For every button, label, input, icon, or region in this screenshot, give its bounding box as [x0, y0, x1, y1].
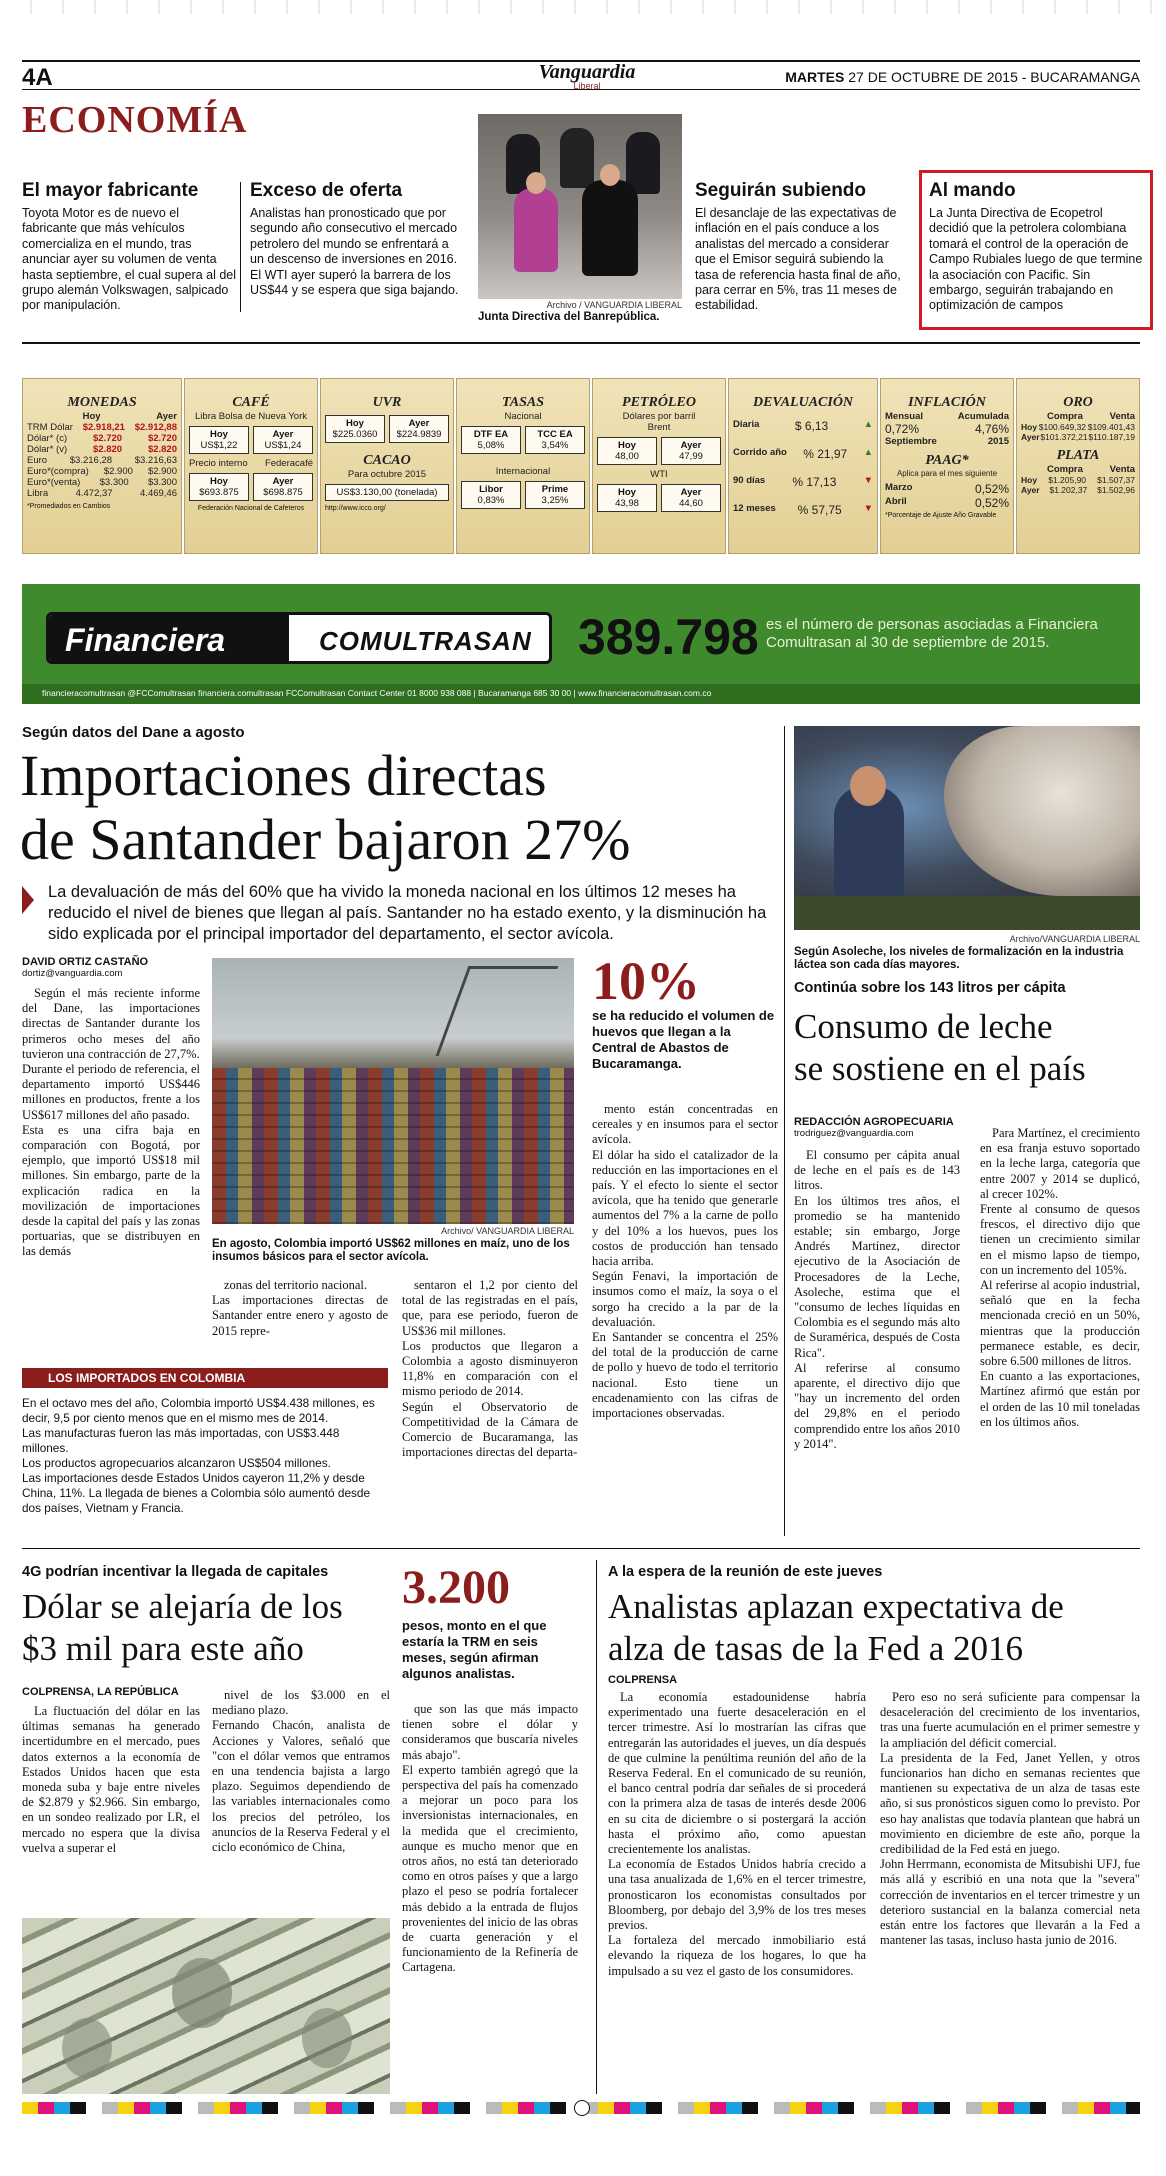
- row-label: Ayer: [1021, 485, 1040, 495]
- row-label: Corrido año: [733, 447, 787, 458]
- brief: [929, 180, 1143, 314]
- markets-box: US$3.130,00 (tonelada): [325, 484, 449, 501]
- markets-box: [661, 484, 721, 512]
- masthead: [22, 60, 1140, 90]
- row-label: 90 días: [733, 475, 766, 486]
- down-arrow-icon: ▼: [863, 475, 873, 486]
- lead-col: mento están concentradas en cereales y en insumos para el sector avícola. El dólar ha sido el catalizador de la reducción en las importaciones en el país. Y el efecto lo siente el sector avícola, que ha tenido que generarle aumentos del 7% a la carne de pollo y del 10% a los huevos, pues los costos de producción han tensado hacia arriba. Según Fenavi, la importación de insumos como el maíz, la soya o el sorgo ha crecido a la par de la devaluación. En Santander se concentra el 25% del total de la producción de carne de pollo y huevo de todo el territorio nacional. Esto tiene un encadenamiento con las cifras de importaciones observadas.: [592, 1102, 778, 1421]
- col-label: Hoy: [618, 440, 636, 451]
- markets-row: [1017, 475, 1139, 485]
- markets-box-row: [593, 480, 725, 516]
- row-label: Hoy: [1021, 475, 1038, 485]
- up-arrow-icon: ▲: [863, 447, 873, 458]
- markets-uvr: [320, 378, 454, 554]
- row-value: $1.502,96: [1097, 485, 1135, 495]
- col-label: TCC EA: [537, 429, 573, 440]
- col-label: Prime: [541, 484, 569, 495]
- markets-title: PLATA: [1056, 448, 1100, 463]
- lead-deck: La devaluación de más del 60% que ha vivido la moneda nacional en los últimos 12 meses ha reducido el nivel de bienes que llegan al país. Santander no ha estado exento, y la disminución ha sido explicada por el principal importador del departamento, el sector avícola.: [48, 883, 767, 943]
- milk-photo: [794, 726, 1140, 930]
- dollar-headline-line: $3 mil para este año: [22, 1629, 304, 1668]
- box-value: 47,99: [679, 451, 703, 462]
- markets-title: PETRÓLEO: [622, 395, 696, 410]
- row-value: $2.912,88: [134, 422, 177, 433]
- top-photo: [478, 114, 682, 299]
- box-title-text: LOS IMPORTADOS EN COLOMBIA: [48, 1371, 246, 1385]
- markets-title: UVR: [372, 395, 402, 410]
- ad-footer: financieracomultrasan @FCComultrasan financiera.comultrasan FCComultrasan Contact Center 01 8000 938 088 | Bucaramanga 685 30 00 | www.financieracomultrasan.com.co: [22, 684, 1140, 704]
- markets-row: [729, 419, 877, 433]
- column-divider: [596, 1560, 597, 2094]
- col-label: Ayer: [680, 440, 702, 451]
- col-label: Hoy: [618, 487, 636, 498]
- row-value: $3.216,28: [69, 455, 113, 466]
- brief: [250, 180, 464, 298]
- lead-col: sentaron el 1,2 por ciento del total de las registradas en el país, que, para ese periodo, fueron de US$36 mil millones. Los productos que llegaron a Colombia a agosto disminuyeron 11,8% en comparación con el mismo periodo de 2014. Según el Observatorio de Competitividad de la Cámara de Comercio de Bucaramanga, las importaciones directas del departa-: [402, 1278, 578, 1460]
- markets-title: PAAG*: [925, 453, 969, 468]
- col-label: DTF EA: [473, 429, 509, 440]
- markets-sub-row: [185, 458, 317, 469]
- section-title: ECONOMÍA: [22, 99, 248, 141]
- brief-title: Seguirán subiendo: [695, 180, 867, 201]
- fed-headline-line: Analistas aplazan expectativa de: [608, 1587, 1064, 1626]
- lead-byline: [22, 956, 212, 979]
- row-value: $3.300: [99, 477, 129, 488]
- row-value: 4,76%: [974, 422, 1009, 436]
- lead-photo: [212, 958, 574, 1224]
- lead-photo-credit: Archivo/ VANGUARDIA LIBERAL: [441, 1226, 574, 1236]
- markets-box: [525, 426, 585, 454]
- markets-box: [461, 481, 521, 509]
- markets-row: [23, 466, 181, 477]
- brief: [22, 180, 236, 314]
- row-value: 0,52%: [974, 496, 1009, 510]
- row-label: Ayer: [1021, 432, 1040, 442]
- row-value: 4.469,46: [140, 488, 177, 499]
- row-value: $ 6,13: [794, 419, 829, 433]
- markets-title: CACAO: [363, 453, 411, 468]
- row-value: $1.202,37: [1049, 485, 1088, 495]
- markets-box-row: [321, 411, 453, 447]
- markets-sub: Internacional: [495, 466, 551, 477]
- lead-headline-line: de Santander bajaron 27%: [20, 807, 631, 872]
- byline-name: DAVID ORTIZ CASTAÑO: [22, 956, 149, 968]
- col-label: Compra: [1047, 411, 1083, 422]
- markets-row: [881, 496, 1013, 510]
- box-value: 0,83%: [477, 495, 505, 506]
- markets-row: [729, 503, 877, 517]
- col-label: Ayer: [408, 418, 430, 429]
- date-text: 27 DE OCTUBRE DE 2015 - BUCARAMANGA: [848, 69, 1140, 85]
- milk-byline: [794, 1116, 974, 1139]
- brief-text: El desanclaje de las expectativas de inflación en el país conduce a los analistas del mercado a considerar que el Emisor seguirá subiendo la tasa de referencia hasta final de año, para cerrar en 5%, tras 11 meses de estabilidad.: [695, 206, 901, 313]
- box-value: 44,60: [679, 498, 703, 509]
- markets-box-row: [457, 477, 589, 513]
- col-label: Ayer: [272, 429, 294, 440]
- markets-box-row: [185, 422, 317, 458]
- row-label: Dólar* (v): [27, 444, 68, 455]
- markets-box-row: [185, 469, 317, 505]
- row-label: Federacafé: [264, 458, 313, 469]
- logo-sub: Liberal: [573, 81, 601, 91]
- section-divider: [22, 342, 1140, 344]
- markets-row: [881, 482, 1013, 496]
- row-value: $2.820: [93, 444, 123, 455]
- col-label: Venta: [1109, 464, 1135, 475]
- byline-email: dortiz@vanguardia.com: [22, 968, 123, 979]
- brief-title: El mayor fabricante: [22, 180, 199, 201]
- markets-row: [1017, 432, 1139, 442]
- lead-col: Según el más reciente informe del Dane, las importaciones directas de Santander durante los primeros ocho meses del año tuvieron una contracción de 27,7%. Durante el periodo de referencia, el departamento importó US$446 millones en productos, frente a los US$617 millones del año pasado. Esta es una cifra baja en comparación con Bogotá, por ejemplo, que importó US$18 mil millones. Sin embargo, parte de la explicación radica en la movilización de importaciones desde la capital del país y las zonas portuarias, que se distribuyen en las demás: [22, 986, 200, 1259]
- markets-box: [389, 415, 449, 443]
- dollar-kicker: 4G podrían incentivar la llegada de capitales: [22, 1564, 329, 1580]
- col-label: Ayer: [680, 487, 702, 498]
- lead-kicker: Según datos del Dane a agosto: [22, 724, 245, 741]
- markets-row: [1017, 422, 1139, 432]
- row-label: Marzo: [885, 482, 913, 493]
- box-value: US$1,22: [200, 440, 238, 451]
- markets-box: [325, 415, 385, 443]
- markets-title: CAFÉ: [232, 395, 270, 410]
- markets-row: [881, 411, 1013, 422]
- fed-headline: [608, 1586, 1144, 1670]
- lead-headline: [20, 744, 780, 872]
- col-label: Ayer: [156, 411, 177, 422]
- markets-sub: Dólares por barril: [622, 411, 696, 422]
- row-label: Precio interno: [189, 458, 248, 469]
- top-photo-caption: Junta Directiva del Banrepública.: [478, 311, 660, 323]
- markets-box: [189, 426, 249, 454]
- brief-text: Toyota Motor es de nuevo el fabricante que más vehículos comercializa en el mundo, tras anunciar ayer su volumen de venta hasta septiembre, el cual supera al del grupo alemán Volkswagen, salpicado por manipulación.: [22, 206, 237, 313]
- box-value: 3,25%: [541, 495, 569, 506]
- registration-mark-icon: [574, 2100, 590, 2116]
- box-value: $698.875: [263, 487, 303, 498]
- row-value: $3.216,63: [134, 455, 177, 466]
- markets-petroleo: [592, 378, 726, 554]
- person-figure: [582, 180, 638, 276]
- markets-title: ORO: [1063, 395, 1093, 410]
- brief-title: Exceso de oferta: [250, 180, 403, 201]
- row-value: 2015: [987, 436, 1009, 447]
- markets-monedas: [22, 378, 182, 554]
- markets-sub: Aplica para el mes siguiente: [896, 469, 998, 478]
- markets-row: [23, 488, 181, 499]
- box-value: US$1,24: [264, 440, 302, 451]
- up-arrow-icon: ▲: [863, 419, 873, 430]
- markets-row: [23, 455, 181, 466]
- box-value: 3,54%: [541, 440, 569, 451]
- lead-photo-caption: En agosto, Colombia importó US$62 millones en maíz, uno de los insumos básicos para el sector avícola.: [212, 1238, 570, 1263]
- row-value: 0,52%: [974, 482, 1009, 496]
- fed-col: La economía estadounidense habría experimentado una fuerte desaceleración en el tercer trimestre. Así lo mostrarían las cifras que entregarán las autoridades el jueves, un día después de que culmine la penúltima reunión del año de la Reserva Federal. En el comunicado de su reunión, el banco central podría dar señales de si procederá con la primera alza de tasas de interés desde 2006 en su cita de diciembre o si postergará la acción hasta el próximo año, como apuestan crecientemente los analistas. La economía de Estados Unidos habría crecido a una tasa anualizada de 1,6% en el tercer trimestre, pronosticaron los economistas consultados por Bloomberg, por debajo del 3,9% de los tres meses previos. La fortaleza del mercado inmobiliario está elevando la riqueza de los hogares, lo que ha impulsado a su vez el gasto de los consumidores.: [608, 1690, 866, 1978]
- row-label: Acumulada: [957, 411, 1009, 422]
- markets-title: INFLACIÓN: [908, 395, 986, 410]
- stat-text: pesos, monto en el que estaría la TRM en seis meses, según afirman algunos analistas.: [402, 1618, 547, 1681]
- markets-box: [189, 473, 249, 501]
- row-value: $1.507,37: [1097, 475, 1135, 485]
- milk-headline-line: Consumo de leche: [794, 1007, 1053, 1046]
- stat-number: 10%: [592, 951, 700, 1011]
- markets-box: [525, 481, 585, 509]
- ad-banner[interactable]: [22, 584, 1140, 704]
- byline-name: REDACCIÓN AGROPECUARIA: [794, 1116, 954, 1128]
- dollar-col: La fluctuación del dólar en las últimas semanas ha generado incertidumbre en el mercado, pues datos externos a la economía de Estados Unidos hacen que esta moneda suba y baje entre niveles de $2.879 y $2.966. Sin embargo, en un sondeo realizado por LR, el mercado no espera que la divisa vuelva a superar el: [22, 1704, 200, 1855]
- markets-note: *Promediados en Cambios: [27, 503, 111, 510]
- dollar-byline: COLPRENSA, LA REPÚBLICA: [22, 1686, 179, 1698]
- markets-strip: [22, 378, 1140, 556]
- markets-box: [253, 473, 313, 501]
- markets-header-row: [23, 411, 181, 422]
- row-value: $2.900: [147, 466, 177, 477]
- markets-title: DEVALUACIÓN: [752, 395, 854, 410]
- markets-title: MONEDAS: [67, 395, 137, 410]
- markets-box: [661, 437, 721, 465]
- date-line: [785, 69, 1140, 85]
- person-face: [600, 164, 620, 186]
- bill-portrait: [172, 1958, 232, 2028]
- row-value: % 17,13: [792, 475, 837, 489]
- dollar-headline: [22, 1586, 402, 1670]
- row-value: $109.401,43: [1087, 422, 1135, 432]
- byline-email: trodriguez@vanguardia.com: [794, 1128, 914, 1139]
- markets-tasas: [456, 378, 590, 554]
- col-label: Venta: [1109, 411, 1135, 422]
- print-marks-top: [0, 0, 1166, 14]
- markets-row: [23, 433, 181, 444]
- fed-headline-line: alza de tasas de la Fed a 2016: [608, 1629, 1023, 1668]
- milk-photo-credit: Archivo/VANGUARDIA LIBERAL: [1009, 934, 1140, 944]
- markets-row: [881, 436, 1013, 447]
- fed-byline: COLPRENSA: [608, 1674, 678, 1686]
- top-photo-credit: Archivo / VANGUARDIA LIBERAL: [546, 300, 682, 310]
- row-value: $3.300: [147, 477, 177, 488]
- person-figure: [560, 128, 594, 188]
- markets-cafe: [184, 378, 318, 554]
- markets-note: *Porcentaje de Ajuste Año Gravable: [885, 512, 997, 519]
- milk-kicker: Continúa sobre los 143 litros per cápita: [794, 980, 1066, 996]
- markets-box-row: [457, 422, 589, 458]
- markets-inflacion: [880, 378, 1014, 554]
- logo: [527, 62, 647, 90]
- markets-header-row: [1017, 411, 1139, 422]
- markets-title: TASAS: [501, 395, 545, 410]
- markets-box: [461, 426, 521, 454]
- milk-headline-line: se sostiene en el país: [794, 1049, 1086, 1088]
- row-value: $2.918,21: [82, 422, 125, 433]
- row-value: % 21,97: [803, 447, 848, 461]
- dollar-col: nivel de los $3.000 en el mediano plazo. Fernando Chacón, analista de Acciones y Valores, señaló que "con el dólar vemos que entramos en una tendencia bajista a largo plazo. Seguimos dependiendo de las variables internacionales como los precios del petróleo, los anuncios de la Reserva Federal y el ciclo económico de China,: [212, 1688, 390, 1855]
- page-number: 4A: [22, 64, 53, 91]
- fed-col: Pero eso no será suficiente para compensar la desaceleración del crecimiento de los inventarios, tras una fuerte acumulación en el primer semestre y la ampliación del déficit comercial. La presidenta de la Fed, Janet Yellen, y otros funcionarios han dicho en semanas recientes que mantienen su expectativa de un alza de tasas este año, si sus pronósticos siguen como lo previsto. Por eso hay analistas que todavía plantean que habrá un movimiento en diciembre de este año, porque la credibilidad de la Fed está en juego. John Herrmann, economista de Mitsubishi UFJ, fue más allá y escribió en una nota que la "severa" corrección de inventarios en el tercer trimestre y un deterioro sustancial en la balanza comercial neta están entre los factores que llevarán a la Fed a mantener las tasas, incluso hasta junio de 2016.: [880, 1690, 1140, 1948]
- date-day: MARTES: [785, 69, 845, 85]
- box-value: $224.9839: [396, 429, 442, 440]
- markets-row: [729, 475, 877, 489]
- markets-row: [23, 444, 181, 455]
- down-arrow-icon: ▼: [863, 503, 873, 514]
- bill-portrait: [62, 2018, 112, 2078]
- row-value: 4.472,37: [75, 488, 113, 499]
- row-label: Libra: [27, 488, 49, 499]
- box-value: 43,98: [615, 498, 639, 509]
- dollar-col: que son las que más impacto tienen sobre el dólar y consideramos que buscaría niveles más abajo". El experto también agregó que la perspectiva del país ha comenzado a mejorar un poco para los inversionistas internacionales, en la medida que el crecimiento, aunque es mucho menor que en otros años, no está tan deteriorado como en otros países y que a largo plazo el peso se podría fortalecer más debido a la entrada de flujos provenientes del inicio de las obras de cuarta generación y el funcionamiento de la Refinería de Cartagena.: [402, 1702, 578, 1975]
- brief: [695, 180, 909, 314]
- ad-brand-2: COMULTRASAN: [319, 626, 532, 656]
- markets-sub: Para octubre 2015: [347, 469, 427, 480]
- row-value: $101.372,21: [1040, 432, 1088, 442]
- stat-text: se ha reducido el volumen de huevos que llegan a la Central de Abastos de Bucaramanga.: [592, 1008, 775, 1071]
- row-label: Septiembre: [885, 436, 937, 447]
- col-label: Hoy: [82, 411, 101, 422]
- logo-text: Vanguardia: [538, 61, 636, 83]
- markets-oro: [1016, 378, 1140, 554]
- box-title: [22, 1368, 388, 1388]
- column-divider: [784, 726, 785, 1536]
- milk-col: Para Martínez, el crecimiento en esa franja estuvo soportado en la leche larga, categoría que entre 2007 y 2014 se duplicó, al crecer 102%. Frente al consumo de quesos frescos, el directivo dijo que tienen un crecimiento similar en el mismo lapso de tiempo, con un incremento del 105%. Al referirse al acopio industrial, señaló que en la fecha mencionada creció en un 50%, mientras que la producción permanece estable, es decir, sobre 6.500 millones de litros. En cuanto a las exportaciones, Martínez afirmó que están por el orden de las 10 mil toneladas en los últimos años.: [980, 1126, 1140, 1429]
- markets-row: [729, 447, 877, 461]
- row-value: $2.820: [147, 444, 177, 455]
- ad-logo: [46, 612, 552, 664]
- section-divider: [22, 1548, 1140, 1549]
- markets-row: [1017, 485, 1139, 495]
- markets-row: [23, 422, 181, 433]
- ground: [794, 896, 1140, 930]
- markets-note: http://www.icco.org/: [325, 505, 386, 512]
- brief-text: La Junta Directiva de Ecopetrol decidió que la petrolera colombiana tomará el control de la operación de Campo Rubiales luego de que termine la asociación con Pacific. Sin embargo, seguirán trabajando en optimización de campos: [929, 206, 1143, 313]
- markets-box: [597, 437, 657, 465]
- person-face: [526, 172, 546, 194]
- dollar-headline-line: Dólar se alejaría de los: [22, 1587, 343, 1626]
- box-value: $225.0360: [332, 429, 378, 440]
- row-label: Euro*(venta): [27, 477, 81, 488]
- markets-sub: WTI: [650, 469, 668, 480]
- lead-col: zonas del territorio nacional. Las importaciones directas de Santander entre enero y agosto de 2015 repre-: [212, 1278, 388, 1338]
- col-label: Compra: [1047, 464, 1083, 475]
- row-label: Euro*(compra): [27, 466, 89, 477]
- person-figure: [514, 188, 558, 272]
- markets-devaluacion: [728, 378, 878, 554]
- row-label: Mensual: [885, 411, 924, 422]
- row-label: Abril: [885, 496, 907, 507]
- box-text: En el octavo mes del año, Colombia importó US$4.438 millones, es decir, 9,5 por ciento menos que en el mismo mes de 2014. Las manufacturas fueron las más importadas, con US$3.448 millones. Los productos agropecuarios alcanzaron US$504 millones. Las importaciones desde Estados Unidos cayeron 11,2% y desde China, 11%. La llegada de bienes a Colombia sólo aumentó desde dos países, Vietnam y Francia.: [22, 1396, 375, 1515]
- markets-box: [597, 484, 657, 512]
- row-label: Diaria: [733, 419, 760, 430]
- row-label: 12 meses: [733, 503, 776, 514]
- row-value: $2.720: [147, 433, 177, 444]
- fed-kicker: A la espera de la reunión de este jueves: [608, 1564, 883, 1580]
- deck-marker: [22, 886, 34, 914]
- row-label: Dólar* (c): [27, 433, 68, 444]
- row-label: TRM Dólar: [27, 422, 73, 433]
- dollar-photo: [22, 1918, 390, 2094]
- box-value: 48,00: [615, 451, 639, 462]
- brief-text: Analistas han pronosticado que por segundo año consecutivo el mercado petrolero del mundo se enfrentará a un descenso de inversiones en 2016. El WTI ayer superó la barrera de los US$44 y se espera que siga bajando.: [250, 206, 459, 298]
- row-value: $110.187,19: [1088, 432, 1135, 442]
- ad-text: es el número de personas asociadas a Financiera Comultrasan al 30 de septiembre de 2015.: [766, 616, 1098, 651]
- milk-photo-caption: Según Asoleche, los niveles de formalización en la industria láctea son cada días mayores.: [794, 946, 1124, 971]
- row-value: 0,72%: [885, 422, 920, 436]
- col-label: Libor: [479, 484, 503, 495]
- cranes: [436, 966, 559, 1056]
- row-value: $2.900: [103, 466, 133, 477]
- box-value: 5,08%: [477, 440, 505, 451]
- row-value: $100.649,32: [1038, 422, 1087, 432]
- row-value: % 57,75: [797, 503, 842, 517]
- farmer-face: [850, 766, 886, 806]
- brief-title: Al mando: [929, 180, 1016, 201]
- col-label: Ayer: [272, 476, 294, 487]
- markets-box: [253, 426, 313, 454]
- col-label: Hoy: [210, 476, 228, 487]
- column-divider: [240, 182, 241, 312]
- markets-row: [881, 422, 1013, 436]
- row-value: $2.720: [93, 433, 123, 444]
- markets-note: Federación Nacional de Cafeteros: [197, 505, 305, 512]
- markets-header-row: [1017, 464, 1139, 475]
- bill-portrait: [302, 2008, 352, 2068]
- markets-box-row: [593, 433, 725, 469]
- containers: [212, 1068, 574, 1224]
- cow: [944, 726, 1140, 896]
- milk-headline: [794, 1006, 1140, 1090]
- markets-sub: Libra Bolsa de Nueva York: [195, 411, 307, 422]
- stat-number: 3.200: [402, 1561, 510, 1614]
- row-label: Hoy: [1021, 422, 1038, 432]
- markets-row: [23, 477, 181, 488]
- ad-brand: Financiera: [65, 622, 226, 658]
- lead-headline-line: Importaciones directas: [20, 743, 547, 808]
- markets-sub: Brent: [647, 422, 671, 433]
- row-value: $1.205,90: [1048, 475, 1087, 485]
- row-label: Euro: [27, 455, 48, 466]
- col-label: Hoy: [346, 418, 364, 429]
- col-label: Hoy: [210, 429, 228, 440]
- markets-sub: Nacional: [504, 411, 542, 422]
- milk-col: El consumo per cápita anual de leche en el país es de 143 litros. En los últimos tres años, el promedio se ha mantenido estable; sin embargo, Jorge Andrés Martínez, director ejecutivo de la Asociación de Procesadores de la Leche, Asoleche, estima que el "consumo de leches líquidas en Colombia es el segundo más alto de Suramérica, después de Costa Rica". Al referirse al consumo aparente, el directivo dijo que "hay un incremento del orden del 29,8% en el periodo comprendido entre los años 2010 y 2014".: [794, 1148, 960, 1451]
- ad-number: 389.798: [578, 609, 759, 665]
- box-value: $693.875: [199, 487, 239, 498]
